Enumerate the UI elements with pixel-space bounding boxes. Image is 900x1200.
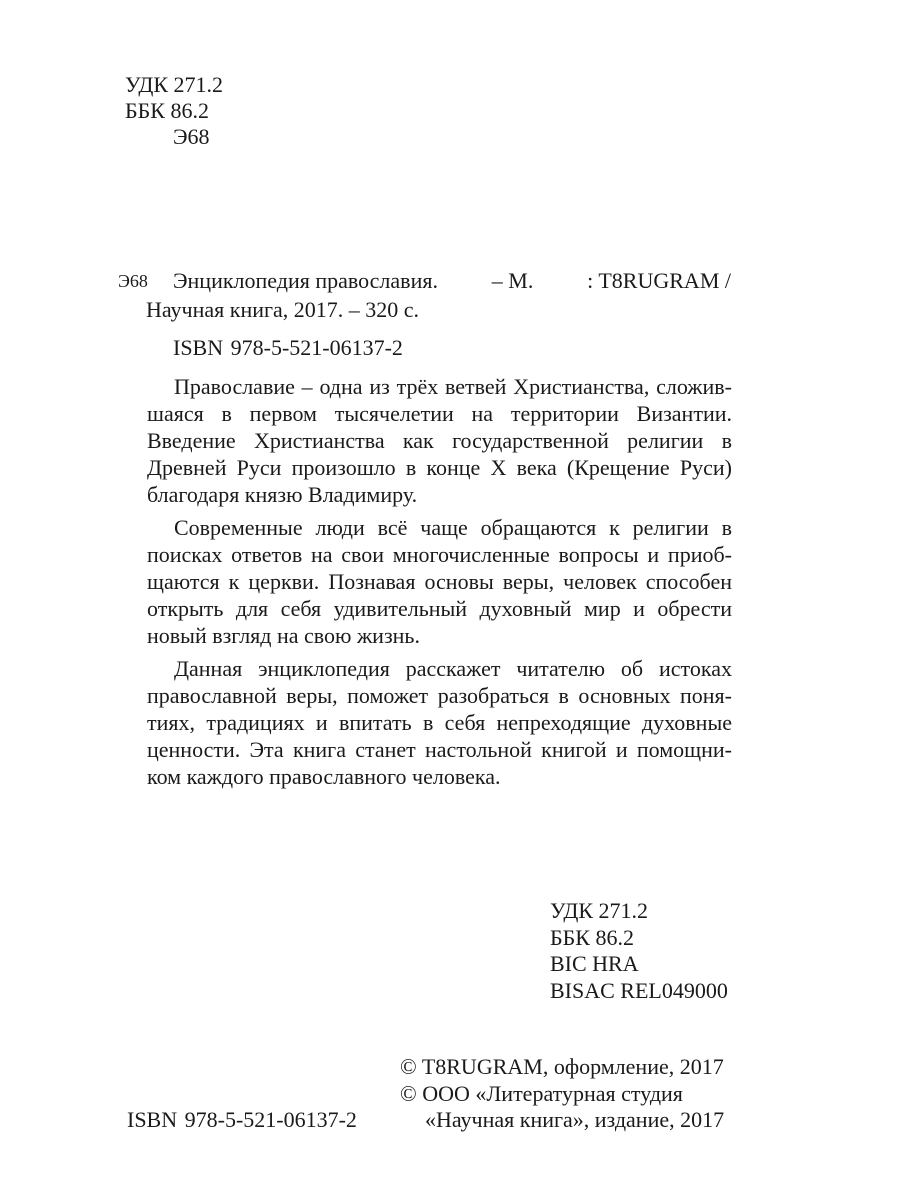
classification-block-top [125,72,223,150]
bibliographic-record [146,266,731,324]
bic-code: BIC HRA [550,951,639,976]
abstract-line: благодаря князю Владимиру. [147,482,418,507]
bbk-code: ББК 86.2 [125,98,209,123]
abstract-line: Данная энциклопедия расскажет читателю об истоках [174,656,732,681]
abstract-line: Древней Руси произошло в конце X века (Крещение Руси) [147,455,732,480]
copyright-publisher: © ООО «Литературная студия [400,1080,683,1106]
copyright-block [400,1054,724,1134]
bibliographic-line-2: Научная книга, 2017. – 320 с. [146,297,420,322]
book-title: Энциклопедия православия. [173,268,438,293]
classification-block-bottom [550,898,728,1004]
author-mark: Э68 [173,124,210,149]
abstract-paragraph-1 [147,373,732,508]
abstract-paragraph-3 [147,655,732,790]
abstract-line: Современные люди всё чаще обращаются к религии в [174,515,732,540]
udk-code: УДК 271.2 [550,898,649,923]
abstract-paragraph-2 [147,514,732,649]
publication-place: – М. [491,268,534,293]
bibliographic-line-1 [173,266,731,295]
bbk-code: ББК 86.2 [550,924,634,950]
isbn-bottom: ISBN 978-5-521-06137-2 [127,1107,357,1132]
publisher: : T8RUGRAM / [587,268,731,293]
abstract-line: Православие – одна из трёх ветвей Христианства, сложив- [174,374,732,399]
copyright-design: © T8RUGRAM, оформление, 2017 [400,1054,724,1079]
abstract-line: поисках ответов на свои многочисленные вопросы и приоб- [147,542,732,567]
abstract-line: ценности. Эта книга станет настольной книгой и помощни- [147,737,732,762]
abstract-line: ком каждого православного человека. [147,764,501,789]
isbn-top: ISBN 978-5-521-06137-2 [173,335,403,360]
abstract-line: православной веры, поможет разобраться в основных поня- [147,683,732,708]
bibliographic-author-mark: Э68 [118,271,148,291]
abstract-line: новый взгляд на свою жизнь. [147,623,420,648]
udk-code: УДК 271.2 [125,72,224,97]
abstract-line: открыть для себя удивительный духовный мир и обрести [147,596,732,621]
abstract-line: тиях, традициях и впитать в себя непреходящие духовные [147,710,732,735]
abstract-line: Введение Христианства как государственной религии в [147,428,732,453]
copyright-publisher-cont: «Научная книга», издание, 2017 [425,1107,725,1132]
bisac-code: BISAC REL049000 [550,977,728,1003]
abstract-line: щаются к церкви. Познавая основы веры, человек способен [147,569,732,594]
abstract-line: шаяся в первом тысячелетии на территории Византии. [147,401,732,426]
abstract [147,373,732,796]
